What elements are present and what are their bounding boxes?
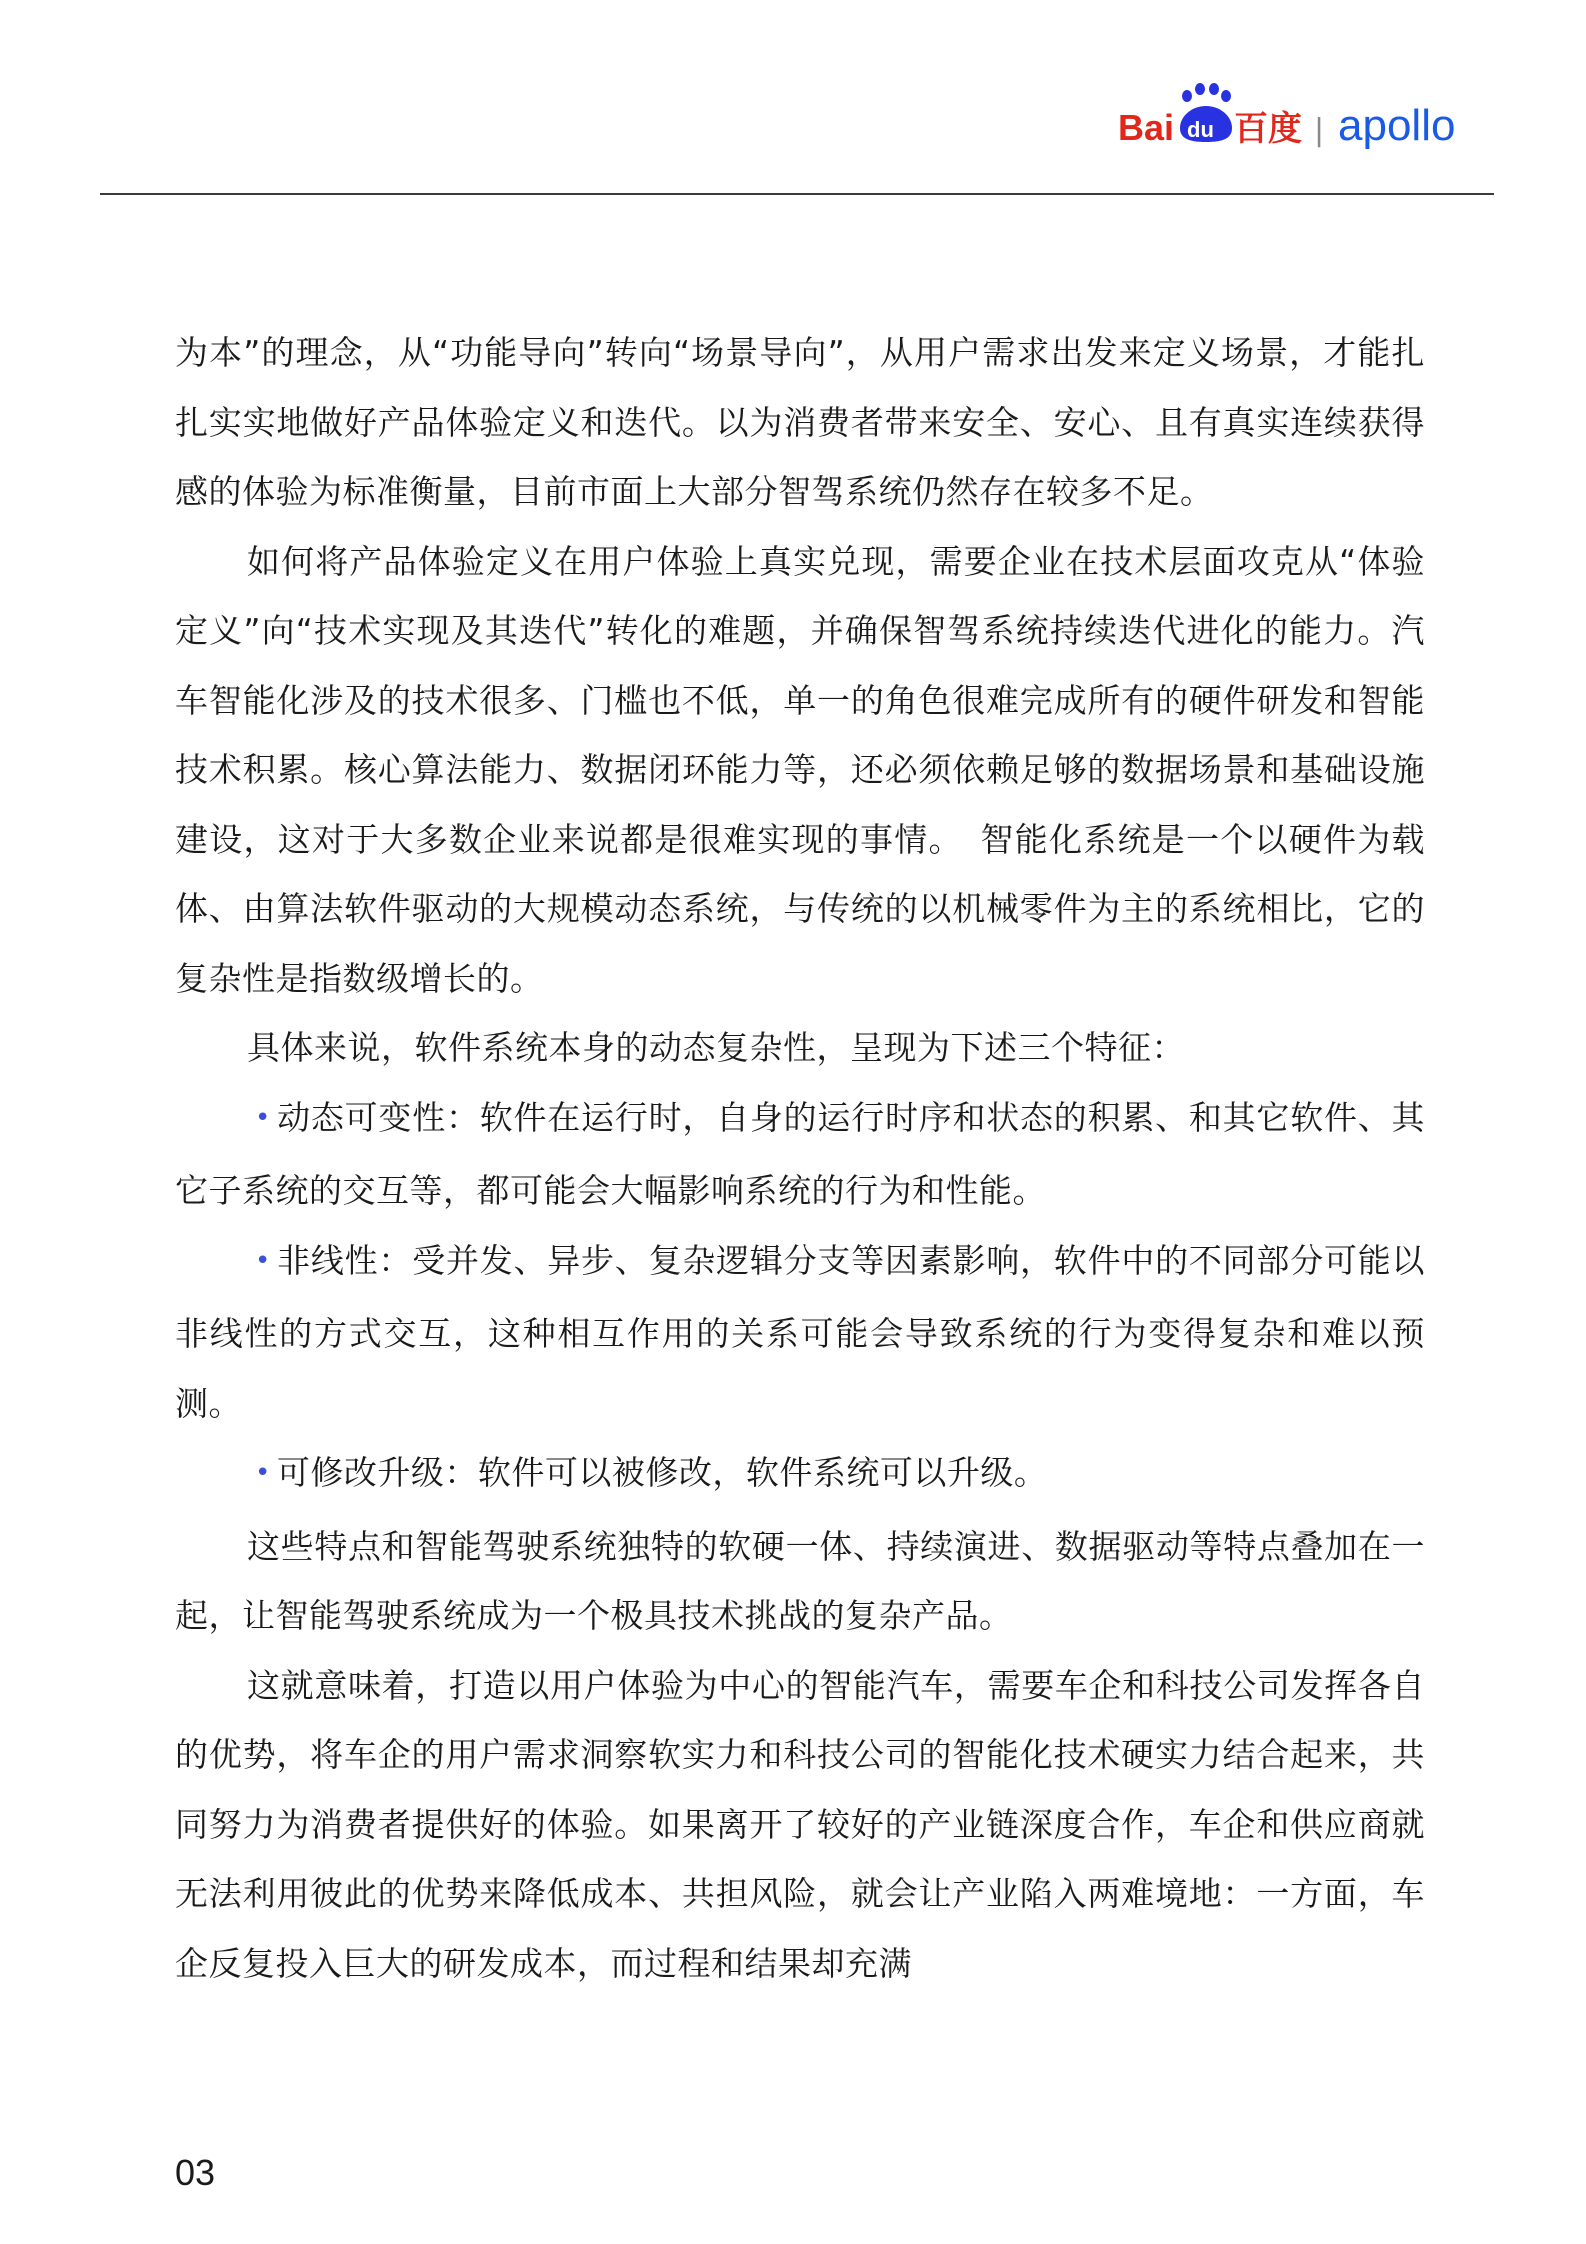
bullet-text: 动态可变性：软件在运行时，自身的运行时序和状态的积累、和其它软件、其它子系统的交互等，都可能会大幅影响系统的行为和性能。	[175, 1097, 1425, 1210]
paragraph: 这就意味着，打造以用户体验为中心的智能汽车，需要车企和科技公司发挥各自的优势，将车企的用户需求洞察软实力和科技公司的智能化技术硬实力结合起来，共同努力为消费者提供好的体验。如果离开了较好的产业链深度合作，车企和供应商就无法利用彼此的优势来降低成本、共担风险，就会让产业陷入两难境地：一方面，车企反复投入巨大的研发成本，而过程和结果却充满	[175, 1665, 1425, 1983]
bullet-icon: •	[255, 1102, 271, 1133]
paragraph: 具体来说，软件系统本身的动态复杂性，呈现为下述三个特征：	[247, 1028, 1185, 1067]
brand-logos	[1118, 82, 1498, 152]
header-divider	[100, 193, 1494, 195]
baidu-wordmark-cn: 百度	[1234, 109, 1302, 149]
baidu-wordmark-bai: Bai	[1118, 107, 1175, 148]
bullet-item	[175, 1226, 1425, 1439]
baidu-wordmark-du: du	[1187, 117, 1214, 142]
bullet-icon: •	[255, 1245, 271, 1276]
paragraph: 这些特点和智能驾驶系统独特的软硬一体、持续演进、数据驱动等特点叠加在一起，让智能驾驶系统成为一个极具技术挑战的复杂产品。	[175, 1526, 1425, 1635]
page-number: 03	[175, 2152, 216, 2193]
paragraph: 如何将产品体验定义在用户体验上真实兑现，需要企业在技术层面攻克从“体验定义”向“技术实现及其迭代”转化的难题，并确保智驾系统持续迭代进化的能力。汽车智能化涉及的技术很多、门槛也不低，单一的角色很难完成所有的硬件研发和智能技术积累。核心算法能力、数据闭环能力等，还必须依赖足够的数据场景和基础设施建设，这对于大多数企业来说都是很难实现的事情。 智能化系统是一个以硬件为载体、由算法软件驱动的大规模动态系统，与传统的以机械零件为主的系统相比，它的复杂性是指数级增长的。	[175, 541, 1425, 998]
paragraph: 为本”的理念，从“功能导向”转向“场景导向”，从用户需求出发来定义场景，才能扎扎实实地做好产品体验定义和迭代。以为消费者带来安全、安心、且有真实连续获得感的体验为标准衡量，目前市面上大部分智驾系统仍然存在较多不足。	[175, 333, 1425, 511]
logo-separator: |	[1314, 113, 1325, 148]
bullet-text: 可修改升级：软件可以被修改，软件系统可以升级。	[276, 1453, 1048, 1492]
bullet-item	[175, 1083, 1425, 1226]
baidu-apollo-logo	[1118, 82, 1498, 152]
page-header	[0, 0, 1586, 195]
article-body	[175, 318, 1425, 1998]
bullet-icon: •	[255, 1458, 271, 1488]
bullet-text: 非线性：受并发、异步、复杂逻辑分支等因素影响，软件中的不同部分可能以非线性的方式交互，这种相互作用的关系可能会导致系统的行为变得复杂和难以预测。	[175, 1240, 1425, 1423]
apollo-wordmark: apollo	[1338, 101, 1456, 150]
bullet-item	[175, 1438, 1425, 1512]
